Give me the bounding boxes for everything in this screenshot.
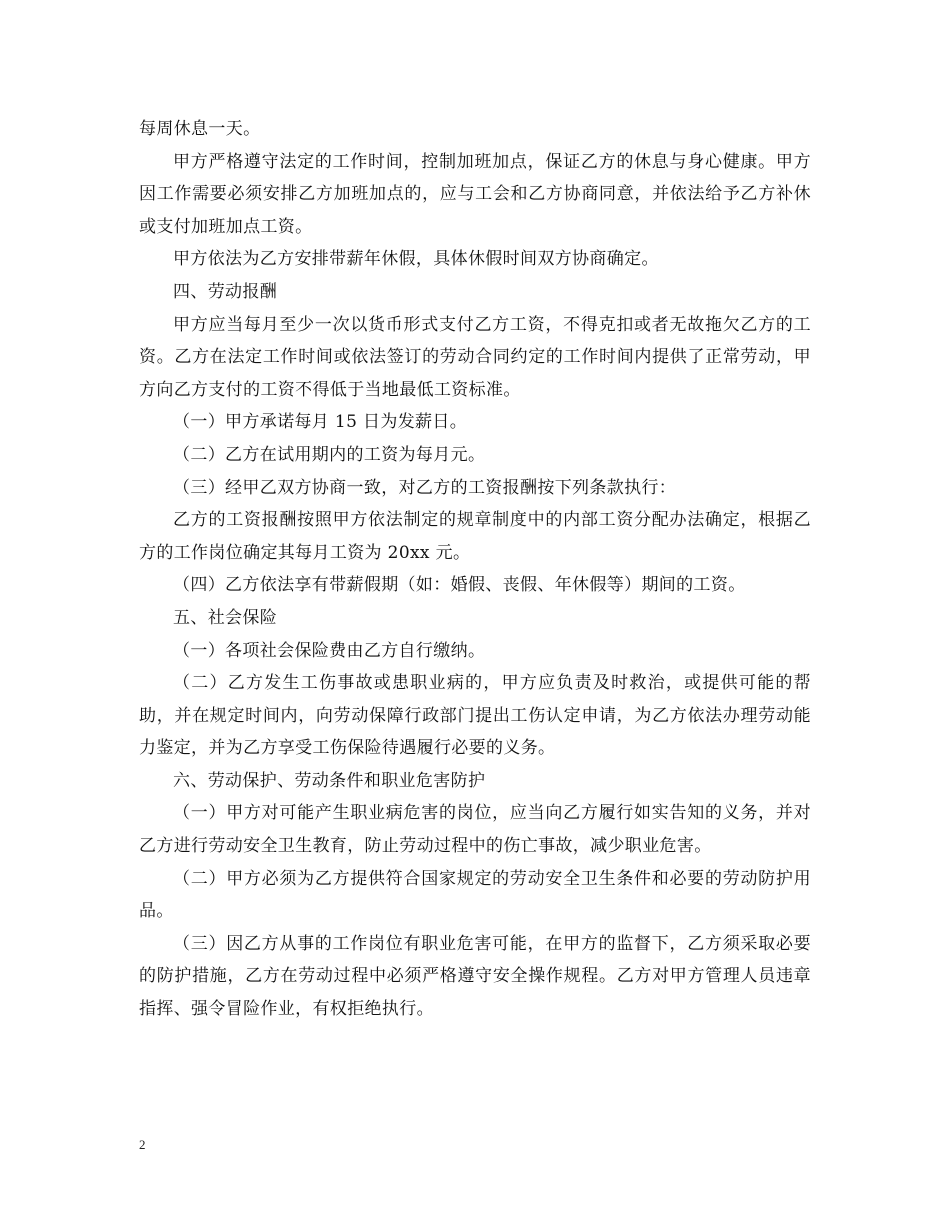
paragraph: 每周休息一天。 [139,119,261,139]
list-item: （二）甲方必须为乙方提供符合国家规定的劳动安全卫生条件和必要的劳动防护用品。 [139,868,811,922]
list-item: （三）经甲乙双方协商一致，对乙方的工资报酬按下列条款执行： [173,477,677,498]
paragraph: 甲方严格遵守法定的工作时间，控制加班加点，保证乙方的休息与身心健康。甲方因工作需要必须安排乙方加班加点的，应与工会和乙方协商同意，并依法给予乙方补休或支付加班加点工资。 [139,151,811,237]
list-item: （一）各项社会保险费由乙方自行缴纳。 [173,640,486,661]
list-item: （一）甲方对可能产生职业病危害的岗位，应当向乙方履行如实告知的义务，并对乙方进行劳动安全卫生教育，防止劳动过程中的伤亡事故，减少职业危害。 [139,803,811,857]
section-heading: 四、劳动报酬 [173,281,278,302]
paragraph: 甲方依法为乙方安排带薪年休假，具体休假时间双方协商确定。 [173,249,659,270]
list-item: （二）乙方发生工伤事故或患职业病的，甲方应负责及时救治，或提供可能的帮助，并在规定时间内，向劳动保障行政部门提出工伤认定申请，为乙方依法办理劳动能力鉴定，并为乙方享受工伤保险待遇履行必要的义务。 [139,673,811,759]
paragraph: 乙方的工资报酬按照甲方依法制定的规章制度中的内部工资分配办法确定，根据乙方的工作岗位确定其每月工资为 20xx 元。 [139,510,811,563]
list-item: （三）因乙方从事的工作岗位有职业危害可能，在甲方的监督下，乙方须采取必要的防护措施，乙方在劳动过程中必须严格遵守安全操作规程。乙方对甲方管理人员违章指挥、强令冒险作业，有权拒绝执行。 [139,933,811,1020]
document-body [139,113,811,1026]
section-heading: 五、社会保险 [173,607,278,628]
section-heading: 六、劳动保护、劳动条件和职业危害防护 [173,770,486,791]
paragraph: 甲方应当每月至少一次以货币形式支付乙方工资，不得克扣或者无故拖欠乙方的工资。乙方在法定工作时间或依法签订的劳动合同约定的工作时间内提供了正常劳动，甲方向乙方支付的工资不得低于当地最低工资标准。 [139,314,811,400]
page-number: 2 [139,1137,146,1152]
list-item: （一）甲方承诺每月 15 日为发薪日。 [173,412,468,433]
list-item: （四）乙方依法享有带薪假期（如：婚假、丧假、年休假等）期间的工资。 [173,575,746,596]
list-item: （二）乙方在试用期内的工资为每月元。 [173,444,486,465]
